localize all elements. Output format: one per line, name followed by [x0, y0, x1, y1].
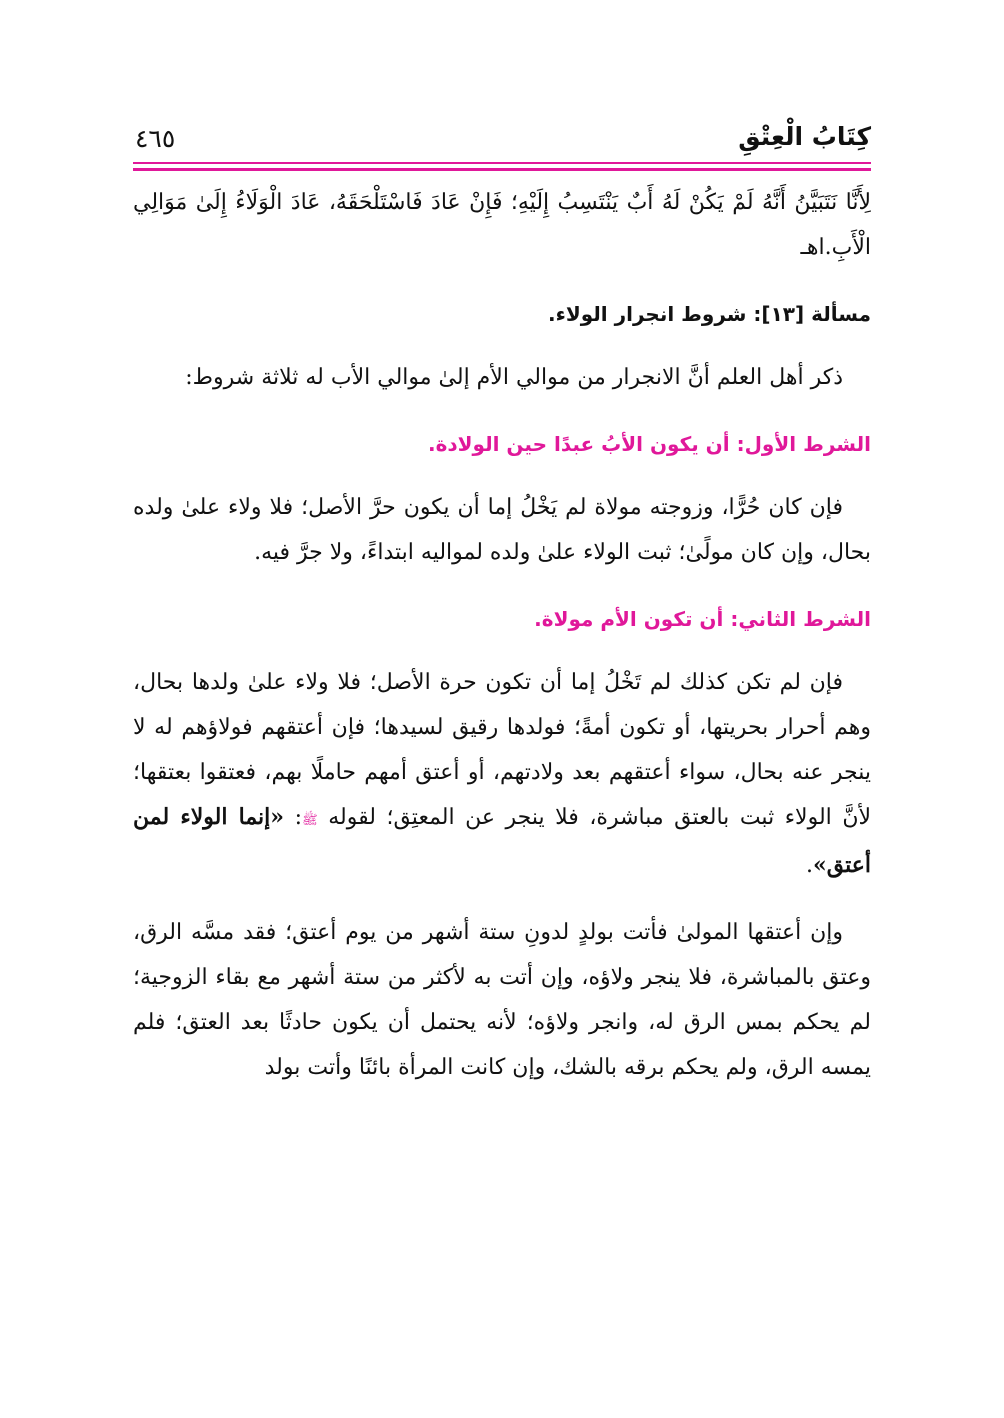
hadith-quote: «إنما الولاء لمن أعتق»: [133, 804, 871, 878]
paragraph-text: فإن لم تكن كذلك لم تَخْلُ إما أن تكون حرة الأصل؛ فلا ولاء علىٰ ولدها بحال، وهم أحرار بحريتها، أو تكون أمةً؛ فولدها رقيق لسيدها؛ فإن أعتقهم فولاؤهم له لا ينجر عنه بحال، سواء أعتقهم بعد ولادتهم، أو أعتق أمهم حاملًا بهم، فعتقوا بعتقها؛ لأنَّ الولاء ثبت بالعتق مباشرة، فلا ينجر عن المعتِق؛ لقوله: [133, 670, 872, 830]
body-content: [133, 180, 871, 1090]
issue-heading: مسألة [١٣]: شروط انجرار الولاء.: [548, 302, 871, 326]
honorific-symbol: ﷺ: [302, 813, 318, 828]
colon: :: [284, 805, 302, 830]
header-rule-thin: [133, 162, 871, 164]
condition-2-paragraph: [133, 660, 871, 888]
condition-1-paragraph: فإن كان حُرًّا، وزوجته مولاة لم يَخْلُ إما أن يكون حرَّ الأصل؛ فلا ولاء علىٰ ولده بحال، وإن كان مولًىٰ؛ ثبت الولاء علىٰ ولده لمواليه ابتداءً، ولا جرَّ فيه.: [133, 495, 871, 565]
continued-paragraph: لِأَنَّا نَتَبَيَّنُ أَنَّهُ لَمْ يَكُنْ لَهُ أَبٌ يَنْتَسِبُ إِلَيْهِ؛ فَإِنْ عَادَ فَاسْتَلْحَقَهُ، عَادَ الْوَلَاءُ إِلَىٰ مَوَالِي الْأَبِ.اهـ: [133, 190, 871, 260]
page-number: ٤٦٥: [135, 124, 176, 153]
final-paragraph: وإن أعتقها المولىٰ فأتت بولدٍ لدونِ ستة أشهر من يوم أعتق؛ فقد مسَّه الرق، وعتق بالمباشرة، فلا ينجر ولاؤه، وإن أتت به لأكثر من ستة أشهر مع بقاء الزوجية؛ لم يحكم بمس الرق له، وانجر ولاؤه؛ لأنه يحتمل أن يكون حادثًا بعد العتق؛ فلم يمسه الرق، ولم يحكم برقه بالشك، وإن كانت المرأة بائنًا وأتت بولد: [133, 920, 871, 1080]
running-header-title: كِتَابُ الْعِتْقِ: [738, 122, 871, 151]
condition-1-heading: الشرط الأول: أن يكون الأبُ عبدًا حين الولادة.: [428, 432, 871, 456]
condition-2-heading: الشرط الثاني: أن تكون الأم مولاة.: [534, 607, 871, 631]
header-rule-thick: [133, 168, 871, 171]
intro-paragraph: ذكر أهل العلم أنَّ الانجرار من موالي الأم إلىٰ موالي الأب له ثلاثة شروط:: [185, 365, 843, 390]
period: .: [806, 853, 814, 878]
